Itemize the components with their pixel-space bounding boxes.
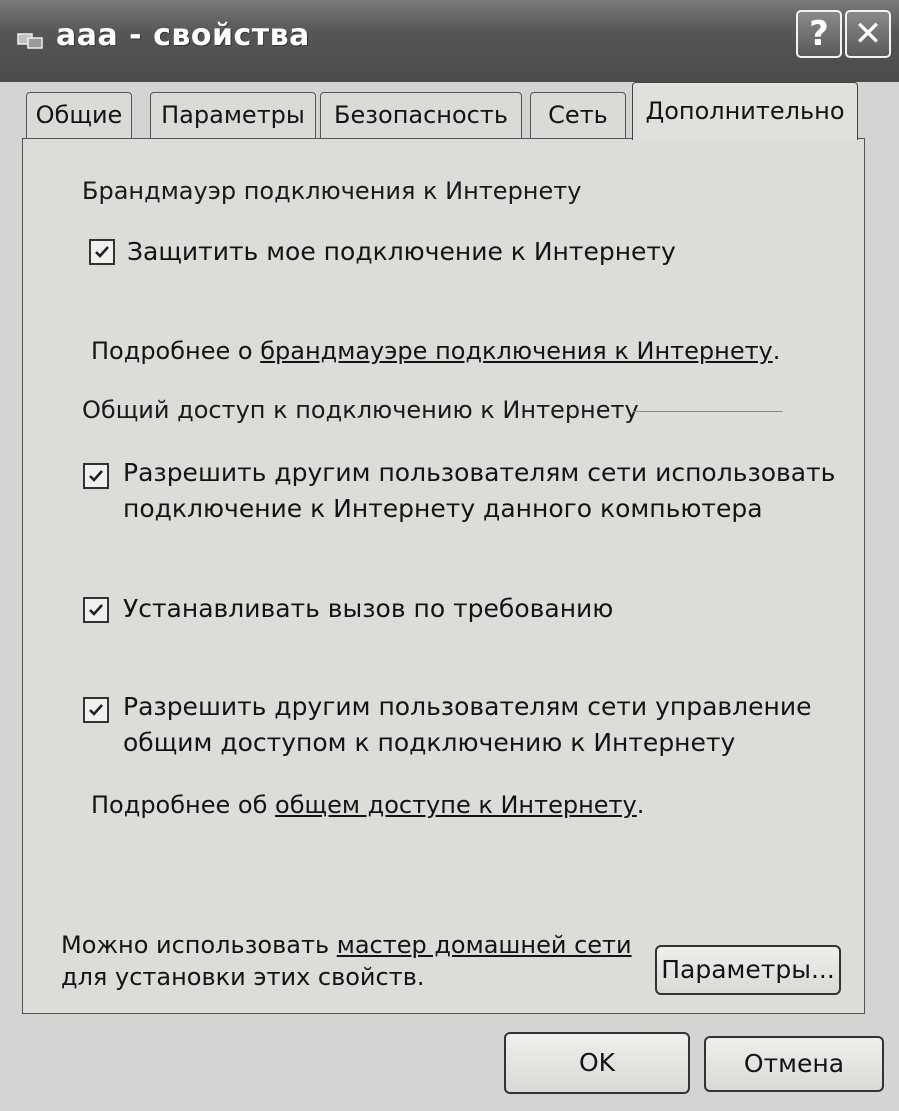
tab-parameters[interactable]: Параметры bbox=[150, 92, 316, 138]
wizard-prefix: Можно использовать bbox=[61, 931, 337, 959]
firewall-help-link[interactable]: брандмауэре подключения к Интернету bbox=[260, 337, 773, 365]
protect-connection-checkbox[interactable] bbox=[89, 239, 115, 265]
home-network-wizard-link[interactable]: мастер домашней сети bbox=[336, 931, 632, 959]
firewall-group-label: Брандмауэр подключения к Интернету bbox=[82, 177, 582, 205]
help-button[interactable]: ? bbox=[796, 10, 842, 58]
ok-button[interactable]: OK bbox=[504, 1032, 690, 1094]
settings-button[interactable]: Параметры... bbox=[655, 945, 841, 995]
checkmark-icon bbox=[87, 467, 105, 485]
checkmark-icon bbox=[87, 701, 105, 719]
wizard-text-line1 bbox=[61, 931, 632, 959]
ics-more-suffix: . bbox=[636, 791, 645, 819]
tab-network[interactable]: Сеть bbox=[530, 92, 626, 138]
allow-control-label-line1[interactable]: Разрешить другим пользователям сети управление bbox=[123, 692, 812, 721]
ics-more-text bbox=[91, 791, 644, 819]
allow-control-label-line2[interactable]: общим доступом к подключению к Интернету bbox=[123, 728, 736, 757]
close-button[interactable] bbox=[845, 10, 891, 58]
allow-sharing-label-line1[interactable]: Разрешить другим пользователям сети использовать bbox=[123, 458, 836, 487]
tab-security[interactable]: Безопасность bbox=[320, 92, 522, 138]
dial-on-demand-label[interactable]: Устанавливать вызов по требованию bbox=[123, 594, 614, 623]
network-connection-icon bbox=[16, 26, 44, 54]
allow-sharing-label-line2[interactable]: подключение к Интернету данного компьютера bbox=[123, 494, 763, 523]
tab-advanced[interactable]: Дополнительно bbox=[632, 82, 858, 140]
ics-more-prefix: Подробнее об bbox=[91, 791, 276, 819]
tab-panel-advanced bbox=[22, 138, 865, 1014]
ics-group-label: Общий доступ к подключению к Интернету bbox=[82, 396, 639, 424]
allow-control-checkbox[interactable] bbox=[83, 697, 109, 723]
wizard-text-line2: для установки этих свойств. bbox=[61, 963, 425, 991]
group-divider bbox=[633, 411, 783, 412]
tab-general[interactable]: Общие bbox=[26, 92, 132, 138]
firewall-more-text bbox=[91, 337, 780, 365]
cancel-button[interactable]: Отмена bbox=[704, 1036, 884, 1092]
ics-help-link[interactable]: общем доступе к Интернету bbox=[275, 791, 637, 819]
window-title: aaa - свойства bbox=[56, 18, 310, 53]
checkmark-icon bbox=[93, 243, 111, 261]
firewall-more-prefix: Подробнее о bbox=[91, 337, 261, 365]
protect-connection-label[interactable]: Защитить мое подключение к Интернету bbox=[127, 237, 676, 266]
firewall-more-suffix: . bbox=[772, 337, 781, 365]
checkmark-icon bbox=[87, 601, 105, 619]
title-bar[interactable] bbox=[0, 0, 899, 82]
dial-on-demand-checkbox[interactable] bbox=[83, 597, 109, 623]
allow-sharing-checkbox[interactable] bbox=[83, 463, 109, 489]
close-icon: ✕ bbox=[853, 14, 883, 54]
